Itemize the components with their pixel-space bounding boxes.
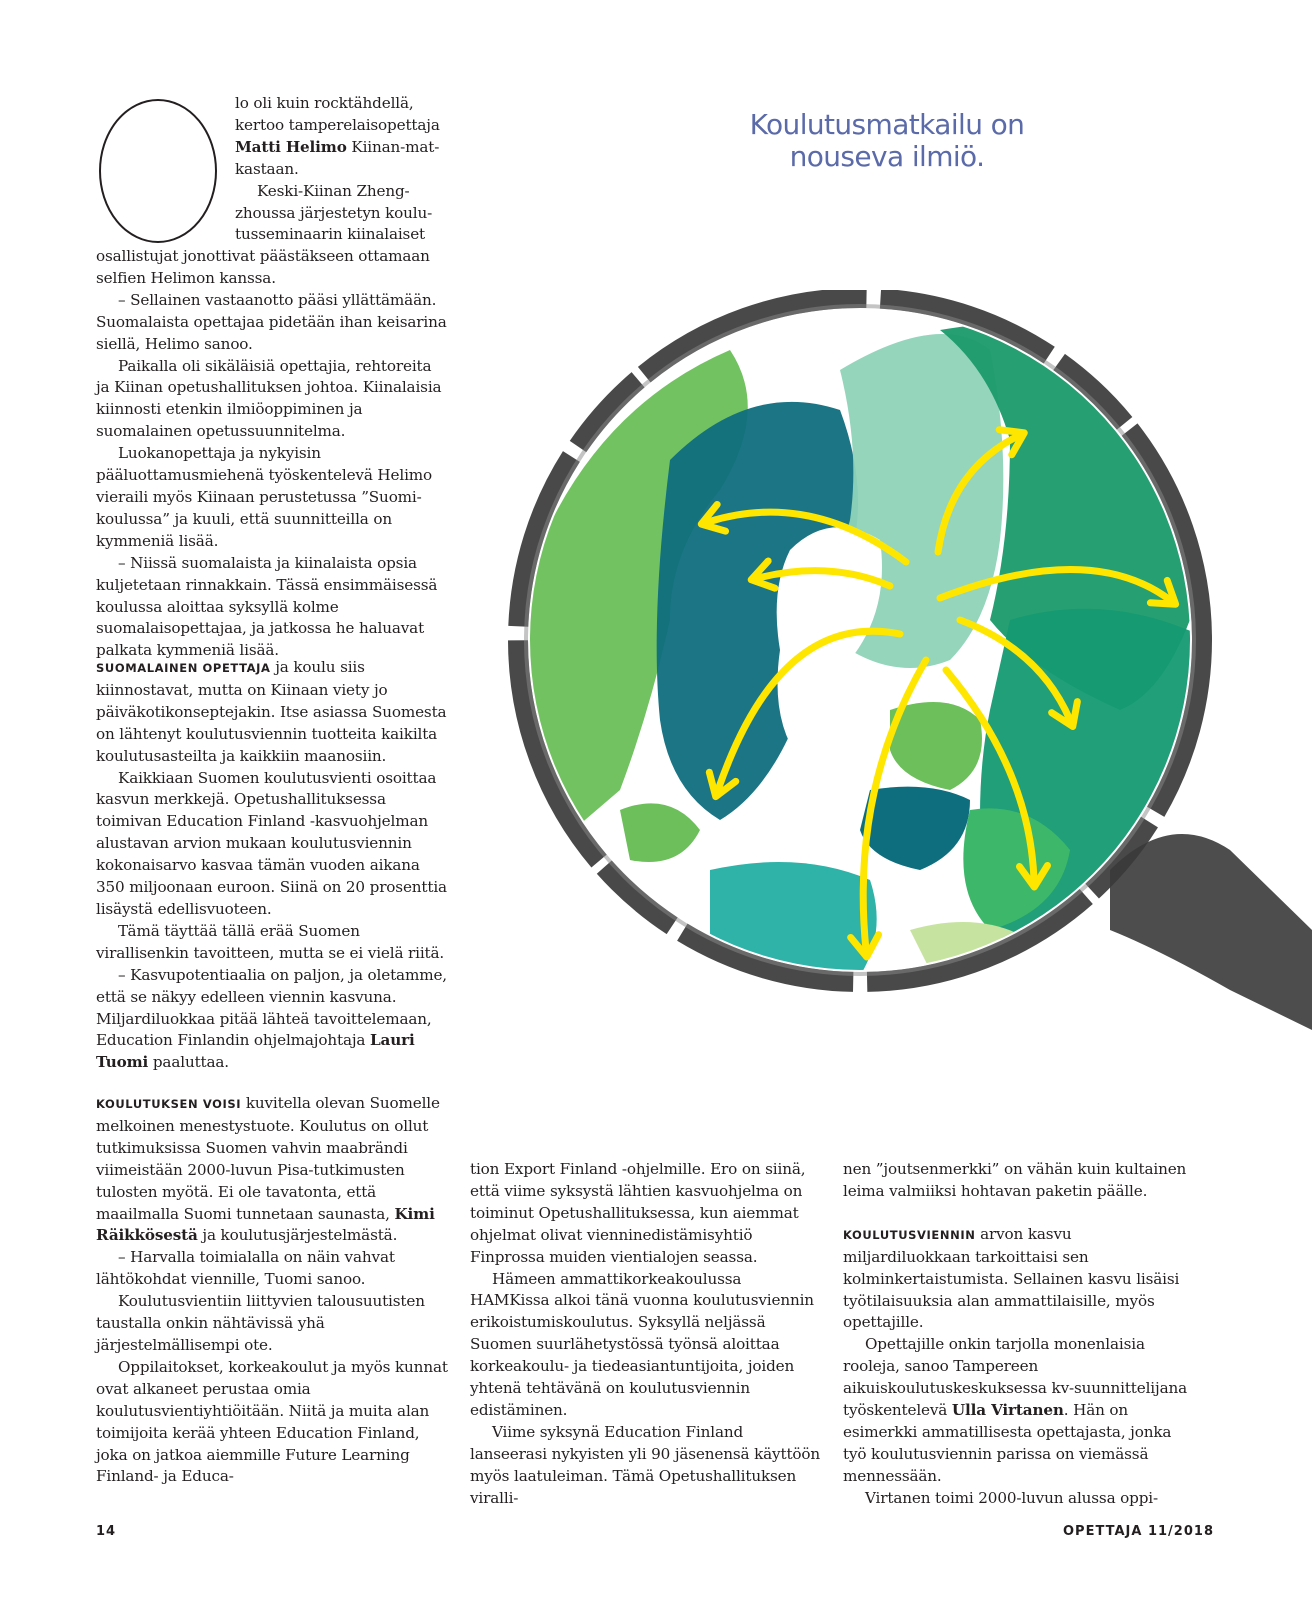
article-column-1b (96, 657, 448, 1074)
intro-line: kertoo tamperelaisopettaja (235, 115, 440, 134)
paragraph: KOULUTUKSEN VOISI kuvitella olevan Suomelle melkoinen menestystuote. Koulutus on ollut tutkimuksissa Suomen vahvin maabrändi viimeistään 2000-luvun Pisa-tutkimusten tulosten myötä. Ei ole tavatonta, että maailmalla Suomi tunnetaan saunasta, Kimi Räikkösestä ja koulutusjärjestelmästä. (96, 1094, 440, 1245)
paragraph: Hämeen ammattikorkeakoulussa HAMKissa alkoi tänä vuonna koulutusviennin erikoistumiskoulutus. Syksyllä neljässä Suomen suurlähetystössä työnsä aloittaa korkeakoulu- ja tiedeasiantuntijoita, joiden yhtenä tehtävänä on koulutusviennin edistäminen. (470, 1269, 814, 1419)
intro-line: Matti Helimo Kiinan-mat- (235, 137, 440, 156)
article-column-2 (470, 1159, 822, 1510)
paragraph: SUOMALAINEN OPETTAJA ja koulu siis kiinnostavat, mutta on Kiinaan viety jo päiväkotikonseptejakin. Itse asiassa Suomesta on lähtenyt koulutusviennin tuotteita kaikilta koulutusasteilta ja kaikkiin maanosiin. (96, 658, 447, 765)
issue-label: OPETTAJA 11/2018 (1063, 1524, 1214, 1539)
paragraph: – Harvalla toimialalla on näin vahvat lähtökohdat viennille, Tuomi sanoo. (96, 1248, 395, 1289)
pull-quote-line: Koulutusmatkailu on (749, 108, 1025, 141)
paragraph: Tämä täyttää tällä erää Suomen virallisenkin tavoitteen, mutta se ei vielä riitä. (96, 921, 445, 962)
paragraph: nen ”joutsenmerkki” on vähän kuin kultainen leima valmiiksi hohtavan paketin päälle. (843, 1160, 1187, 1200)
pull-quote-line: nouseva ilmiö. (789, 140, 985, 173)
article-column-1c (96, 1093, 448, 1488)
intro-line: lo oli kuin rocktähdellä, (235, 94, 414, 112)
paragraph: Oppilaitokset, korkeakoulut ja myös kunnat ovat alkaneet perustaa omia koulutusvientiyhtiöitään. Niitä ja muita alan toimijoita kerää yhteen Education Finland, joka on jatkoa aiemmille Future Learning Finland- ja Educa- (96, 1357, 448, 1486)
article-column-3 (843, 1159, 1195, 1510)
person-name: Matti Helimo (235, 137, 347, 156)
paragraph: Paikalla oli sikäläisiä opettajia, rehtoreita ja Kiinan opetushallituksen johtoa. Kiinalaisia kiinnosti etenkin ilmiöoppiminen ja suomalainen opetussuunnitelma. (96, 356, 442, 441)
paragraph: Koulutusvientiin liittyvien talousuutisten taustalla onkin nähtävissä yhä järjestelmällisempi ote. (96, 1292, 425, 1354)
opening-paragraph (235, 93, 450, 246)
section-lead: KOULUTUSVIENNIN (843, 1227, 976, 1242)
paragraph: – Niissä suomalaista ja kiinalaista opsia kuljetetaan rinnakkain. Tässä ensimmäisessä koulussa aloittaa syksyllä kolme suomalaisopettajaa, ja jatkossa he haluavat palkata kymmeniä lisää. (96, 553, 438, 660)
person-name: Lauri Tuomi (96, 1031, 415, 1072)
page-number: 14 (96, 1524, 117, 1539)
intro-line: Keski-Kiinan Zheng- (257, 181, 410, 200)
paragraph: – Sellainen vastaanotto pääsi yllättämään. Suomalaista opettajaa pidetään ihan keisarina siellä, Helimo sanoo. (96, 290, 447, 353)
pull-quote (692, 109, 1082, 173)
article-column-1a (96, 246, 448, 662)
person-name: Ulla Virtanen (951, 1401, 1064, 1420)
paragraph: tion Export Finland -ohjelmille. Ero on siinä, että viime syksystä lähtien kasvuohjelma on toiminut Opetushallituksessa, kun aiemmat ohjelmat olivat vienninedistämisyhtiö Finprossa muiden vientialojen seassa. (470, 1160, 806, 1266)
paragraph: Virtanen toimi 2000-luvun alussa oppi- (865, 1488, 1158, 1507)
intro-line: tusseminaarin kiinalaiset (235, 225, 425, 244)
paragraph: Luokanopettaja ja nykyisin pääluottamusmiehenä työskentelevä Helimo vieraili myös Kiinaan perustetussa ”Suomi-koulussa” ja kuuli, että suunnitteilla on kymmeniä lisää. (96, 444, 433, 550)
paragraph: osallistujat jonottivat päästäkseen ottamaan selfien Helimon kanssa. (96, 247, 430, 287)
magnifier-handle (1110, 834, 1312, 1030)
paragraph: Kaikkiaan Suomen koulutusvienti osoittaa kasvun merkkejä. Opetushallituksessa toimivan Education Finland -kasvuohjelman alustavan arvion mukaan koulutusviennin kokonaisarvo kasvaa tämän vuoden aikana 350 miljoonaan euroon. Siinä on 20 prosenttia lisäystä edellisvuoteen. (96, 768, 447, 918)
section-lead: KOULUTUKSEN VOISI (96, 1097, 242, 1111)
intro-line: kastaan. (235, 159, 299, 178)
intro-line: zhoussa järjestetyn koulu- (235, 203, 433, 222)
section-lead: SUOMALAINEN OPETTAJA (96, 661, 271, 675)
magnifying-glass-map-illustration (470, 290, 1312, 1040)
dropcap-o (96, 96, 220, 246)
paragraph: Viime syksynä Education Finland lanseerasi nykyisten yli 90 jäsenensä käyttöön myös laatuleiman. Tämä Opetushallituksen viralli- (470, 1422, 821, 1507)
paragraph: Opettajille onkin tarjolla monenlaisia rooleja, sanoo Tampereen aikuiskoulutuskeskuksessa kv-suunnittelijana työskentelevä Ulla Virtanen. Hän on esimerkki ammatillisesta opettajasta, jonka työ koulutusviennin parissa on viemässä mennessään. (843, 1335, 1188, 1485)
paragraph: KOULUTUSVIENNIN arvon kasvu miljardiluokkaan tarkoittaisi sen kolminkertaistumista. Sellainen kasvu lisäisi työtilaisuuksia alan ammattilaisille, myös opettajille. (843, 1224, 1180, 1332)
person-name: Kimi Räikkösestä (96, 1204, 435, 1245)
paragraph: – Kasvupotentiaalia on paljon, ja oletamme, että se näkyy edelleen viennin kasvuna. Miljardiluokkaa pitää lähteä tavoittelemaan, Education Finlandin ohjelmajohtaja Lauri Tuomi paaluttaa. (96, 965, 447, 1072)
